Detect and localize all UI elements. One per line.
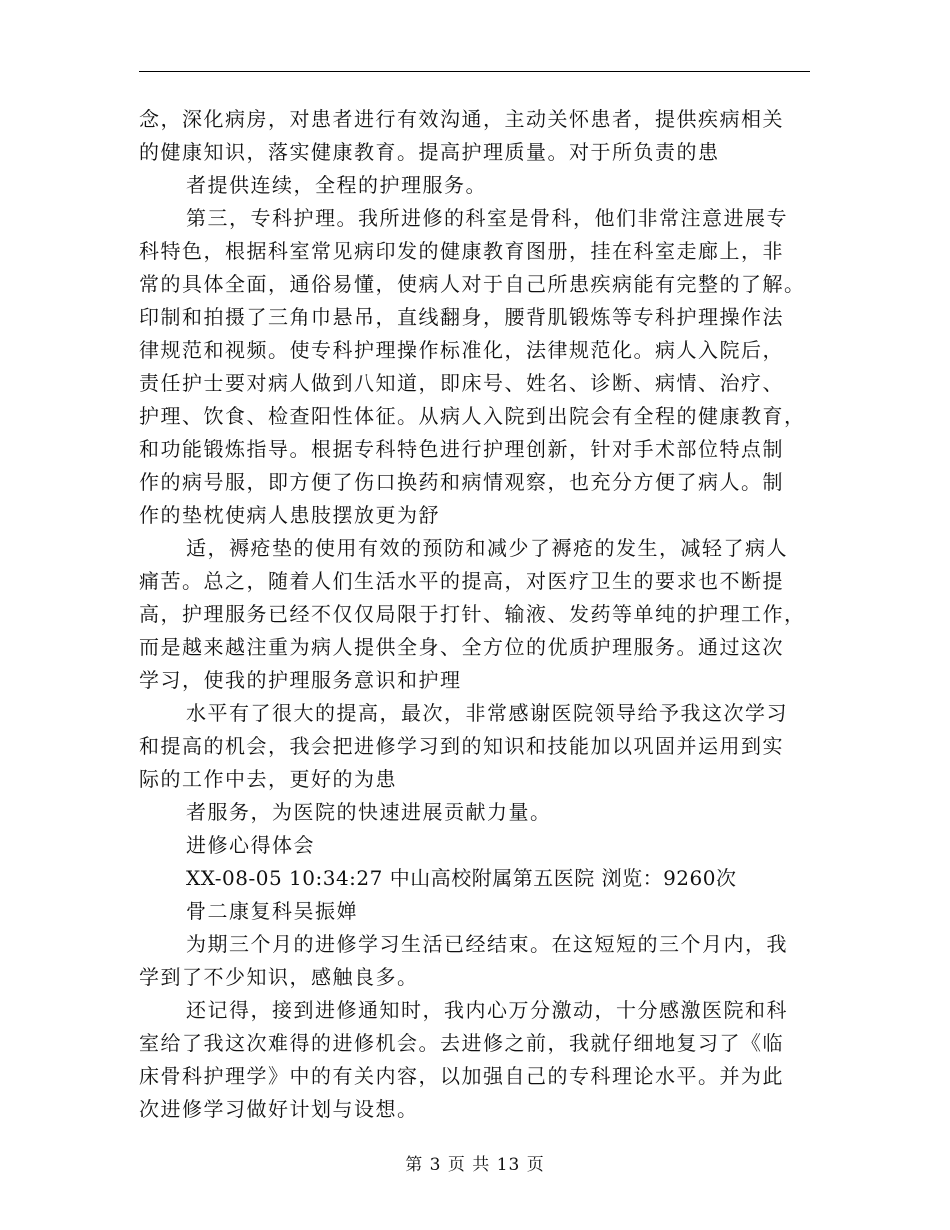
text-line: 者提供连续，全程的护理服务。 <box>186 173 487 197</box>
text-line: 而是越来越注重为病人提供全身、全方位的优质护理服务。通过这次 <box>139 635 784 659</box>
text-line: 印制和拍摄了三角巾悬吊，直线翻身，腰背肌锻炼等专科护理操作法 <box>139 305 784 329</box>
text-line: 第三，专科护理。我所进修的科室是骨科，他们非常注意进展专 <box>186 206 788 230</box>
text-line: 际的工作中去，更好的为患 <box>139 767 397 791</box>
text-line: 常的具体全面，通俗易懂，使病人对于自己所患疾病能有完整的了解。 <box>139 272 806 296</box>
text-line: 作的病号服，即方便了伤口换药和病情观察，也充分方便了病人。制 <box>139 470 784 494</box>
text-line: 责任护士要对病人做到八知道，即床号、姓名、诊断、病情、治疗、 <box>139 371 784 395</box>
text-line: 科特色，根据科室常见病印发的健康教育图册，挂在科室走廊上，非 <box>139 239 784 263</box>
text-line: 适，褥疮垫的使用有效的预防和减少了褥疮的发生，减轻了病人 <box>186 536 788 560</box>
text-line: 次进修学习做好计划与设想。 <box>139 1097 419 1121</box>
text-line: 者服务，为医院的快速进展贡献力量。 <box>186 800 552 824</box>
page-number: 第 3 页 共 13 页 <box>405 1155 545 1175</box>
text-line: 念，深化病房，对患者进行有效沟通，主动关怀患者，提供疾病相关 <box>139 107 784 131</box>
text-line: 和功能锻炼指导。根据专科特色进行护理创新，针对手术部位特点制 <box>139 437 784 461</box>
article-meta: XX-08-05 10:34:27 中山高校附属第五医院 浏览：9260次 <box>186 866 737 890</box>
text-line: 和提高的机会，我会把进修学习到的知识和技能加以巩固并运用到实 <box>139 734 784 758</box>
text-line: 律规范和视频。使专科护理操作标准化，法律规范化。病人入院后， <box>139 338 784 362</box>
header-rule <box>139 71 810 72</box>
text-line: 水平有了很大的提高，最次，非常感谢医院领导给予我这次学习 <box>186 701 788 725</box>
text-line: 的健康知识，落实健康教育。提高护理质量。对于所负责的患 <box>139 140 720 164</box>
text-line: 痛苦。总之，随着人们生活水平的提高，对医疗卫生的要求也不断提 <box>139 569 784 593</box>
text-line: 床骨科护理学》中的有关内容，以加强自己的专科理论水平。并为此 <box>139 1064 784 1088</box>
article-title: 进修心得体会 <box>186 833 315 857</box>
text-line: 高，护理服务已经不仅仅局限于打针、输液、发药等单纯的护理工作， <box>139 602 806 626</box>
article-author: 骨二康复科吴振婵 <box>186 899 358 923</box>
text-line: 为期三个月的进修学习生活已经结束。在这短短的三个月内，我 <box>186 932 788 956</box>
text-line: 作的垫枕使病人患肢摆放更为舒 <box>139 503 440 527</box>
text-line: 还记得，接到进修通知时，我内心万分激动，十分感激医院和科 <box>186 998 788 1022</box>
text-line: 室给了我这次难得的进修机会。去进修之前，我就仔细地复习了《临 <box>139 1031 784 1055</box>
text-line: 学习，使我的护理服务意识和护理 <box>139 668 462 692</box>
text-line: 护理、饮食、检查阳性体征。从病人入院到出院会有全程的健康教育， <box>139 404 806 428</box>
text-line: 学到了不少知识，感触良多。 <box>139 965 419 989</box>
